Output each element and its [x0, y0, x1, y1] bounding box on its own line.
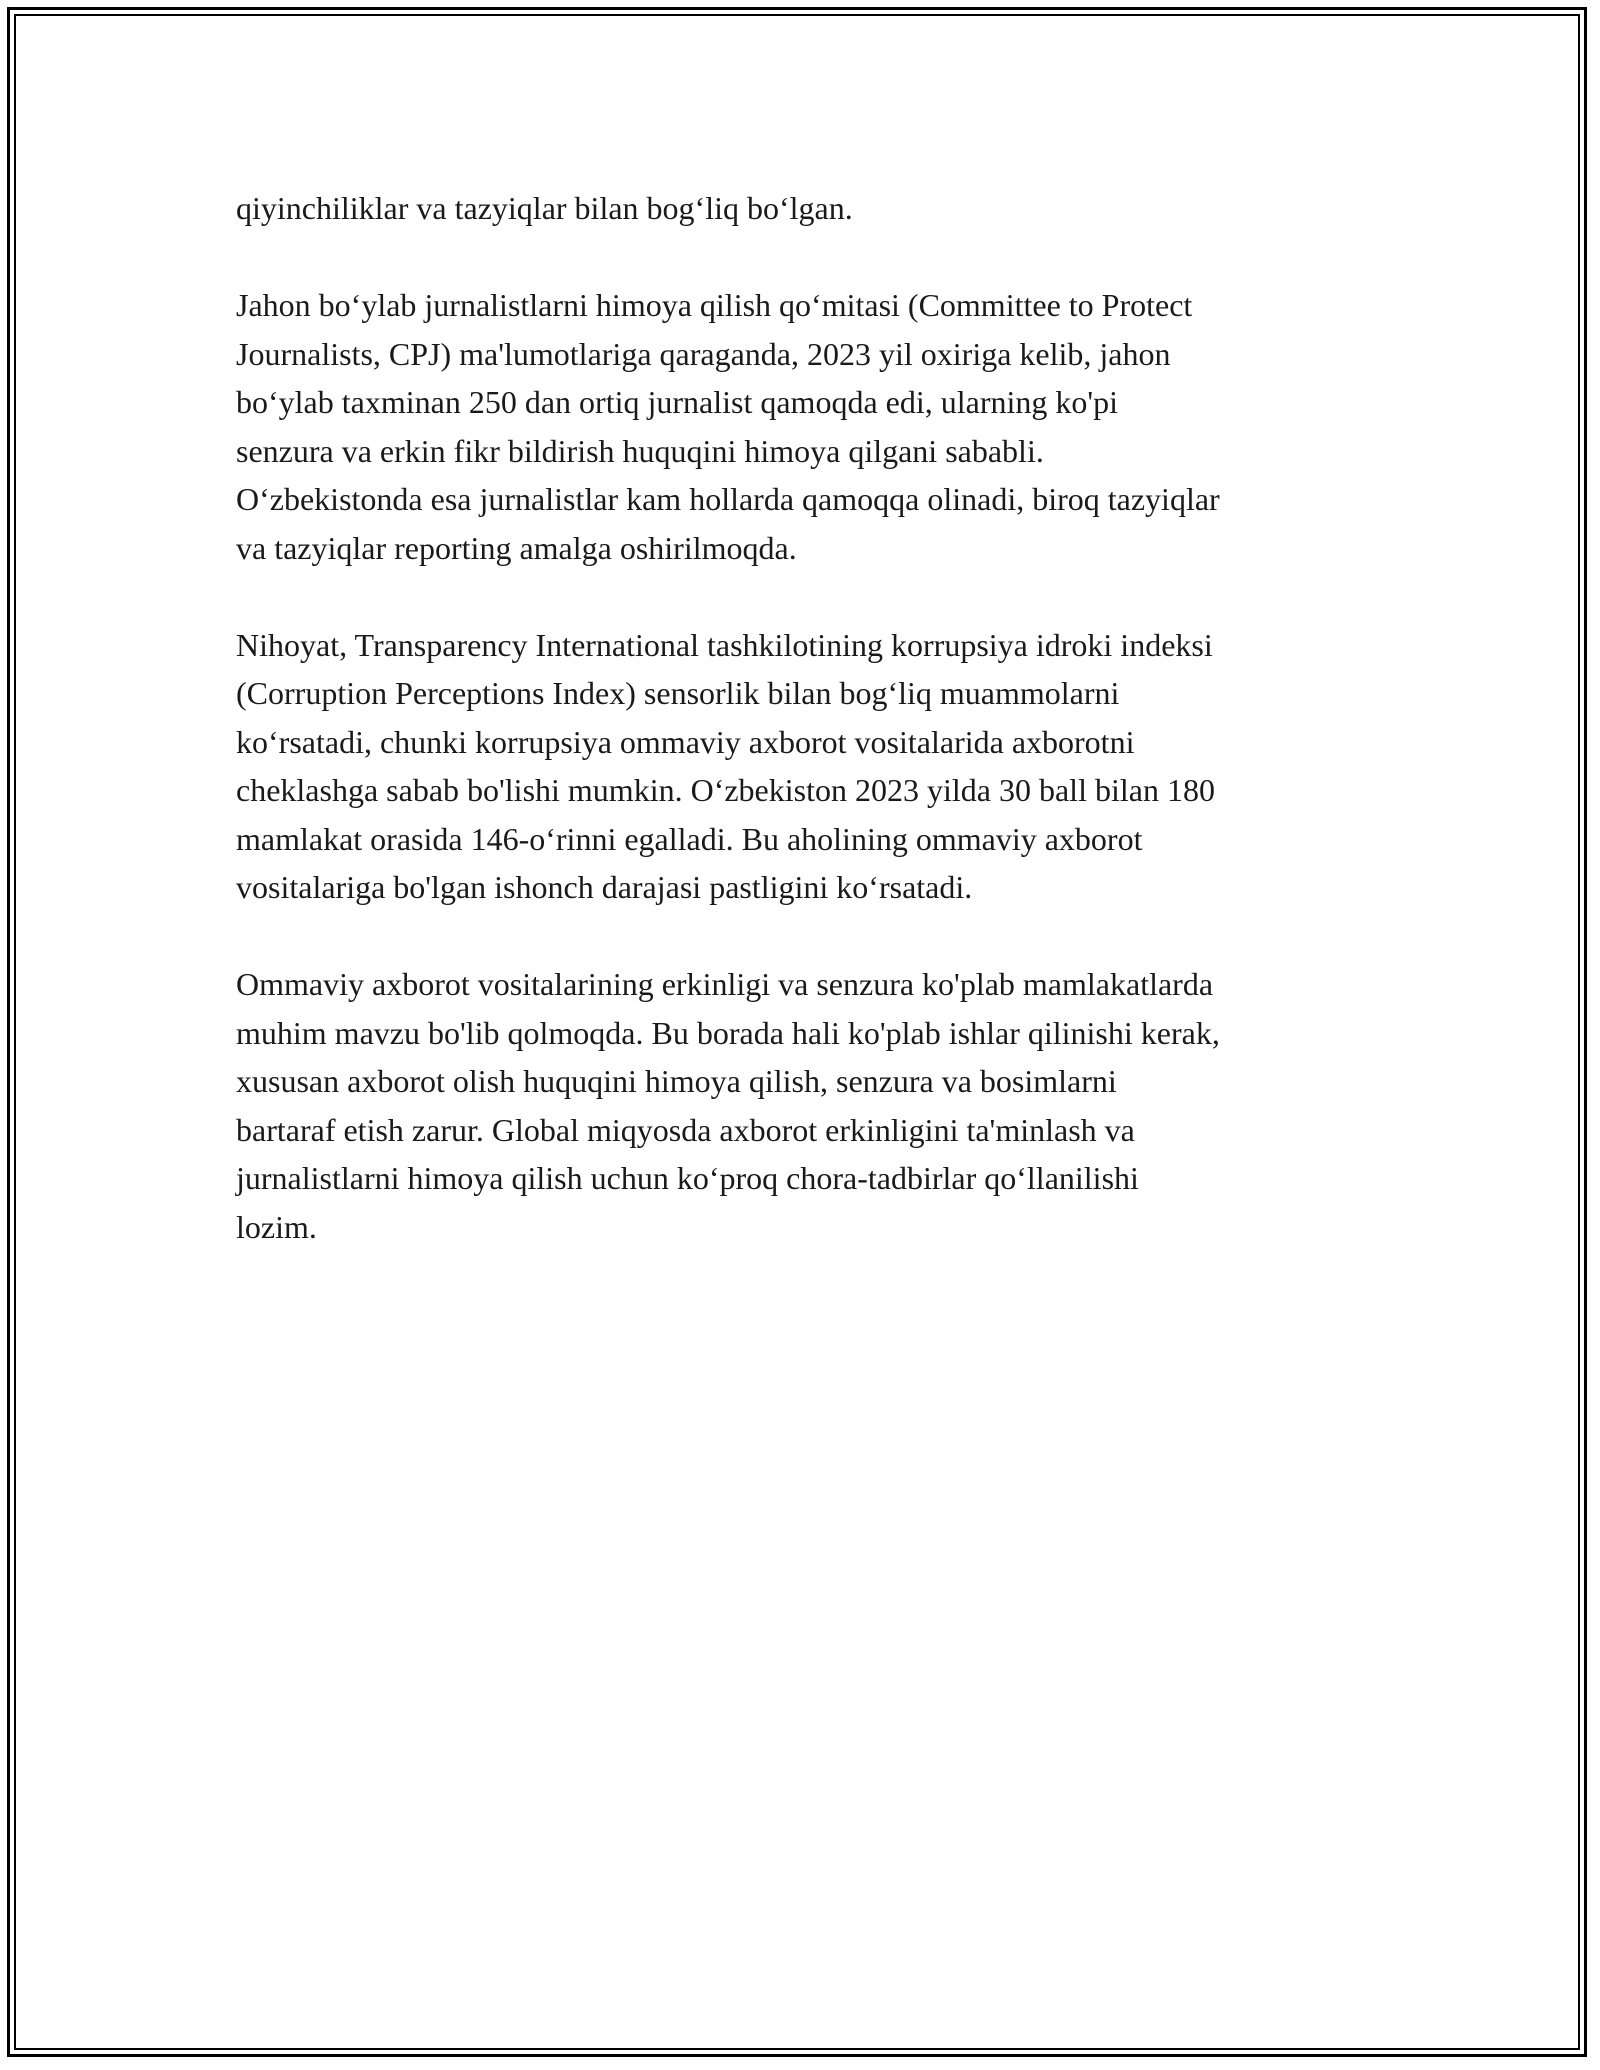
document-body — [236, 184, 1366, 1300]
paragraph-conclusion: Ommaviy axborot vositalarining erkinligi va senzura ko'plab mamlakatlarda muhim mavzu bo'lib qolmoqda. Bu borada hali ko'plab ishlar qilinishi kerak, xususan axborot olish huquqini himoya qilish, senzura va bosimlarni bartaraf etish zarur. Global miqyosda axborot erkinligini ta'minlash va jurnalistlarni himoya qilish uchun ko‘proq chora-tadbirlar qo‘llanilishi lozim. — [236, 966, 1220, 1245]
paragraph-cpj: Jahon bo‘ylab jurnalistlarni himoya qilish qo‘mitasi (Committee to Protect Journalists, CPJ) ma'lumotlariga qaraganda, 2023 yil oxiriga kelib, jahon bo‘ylab taxminan 250 dan ortiq jurnalist qamoqda edi, ularning ko'pi senzura va erkin fikr bildirish huquqini himoya qilgani sababli. O‘zbekistonda esa jurnalistlar kam hollarda qamoqqa olinadi, biroq tazyiqlar va tazyiqlar reporting amalga oshirilmoqda. — [236, 287, 1220, 566]
paragraph-corruption-index: Nihoyat, Transparency International tashkilotining korrupsiya idroki indeksi (Corruption Perceptions Index) sensorlik bilan bog‘liq muammolarni ko‘rsatadi, chunki korrupsiya ommaviy axborot vositalarida axborotni cheklashga sabab bo'lishi mumkin. O‘zbekiston 2023 yilda 30 ball bilan 180 mamlakat orasida 146-o‘rinni egalladi. Bu aholining ommaviy axborot vositalariga bo'lgan ishonch darajasi pastligini ko‘rsatadi. — [236, 626, 1215, 905]
paragraph-continuation: qiyinchiliklar va tazyiqlar bilan bog‘liq bo‘lgan. — [236, 190, 853, 226]
